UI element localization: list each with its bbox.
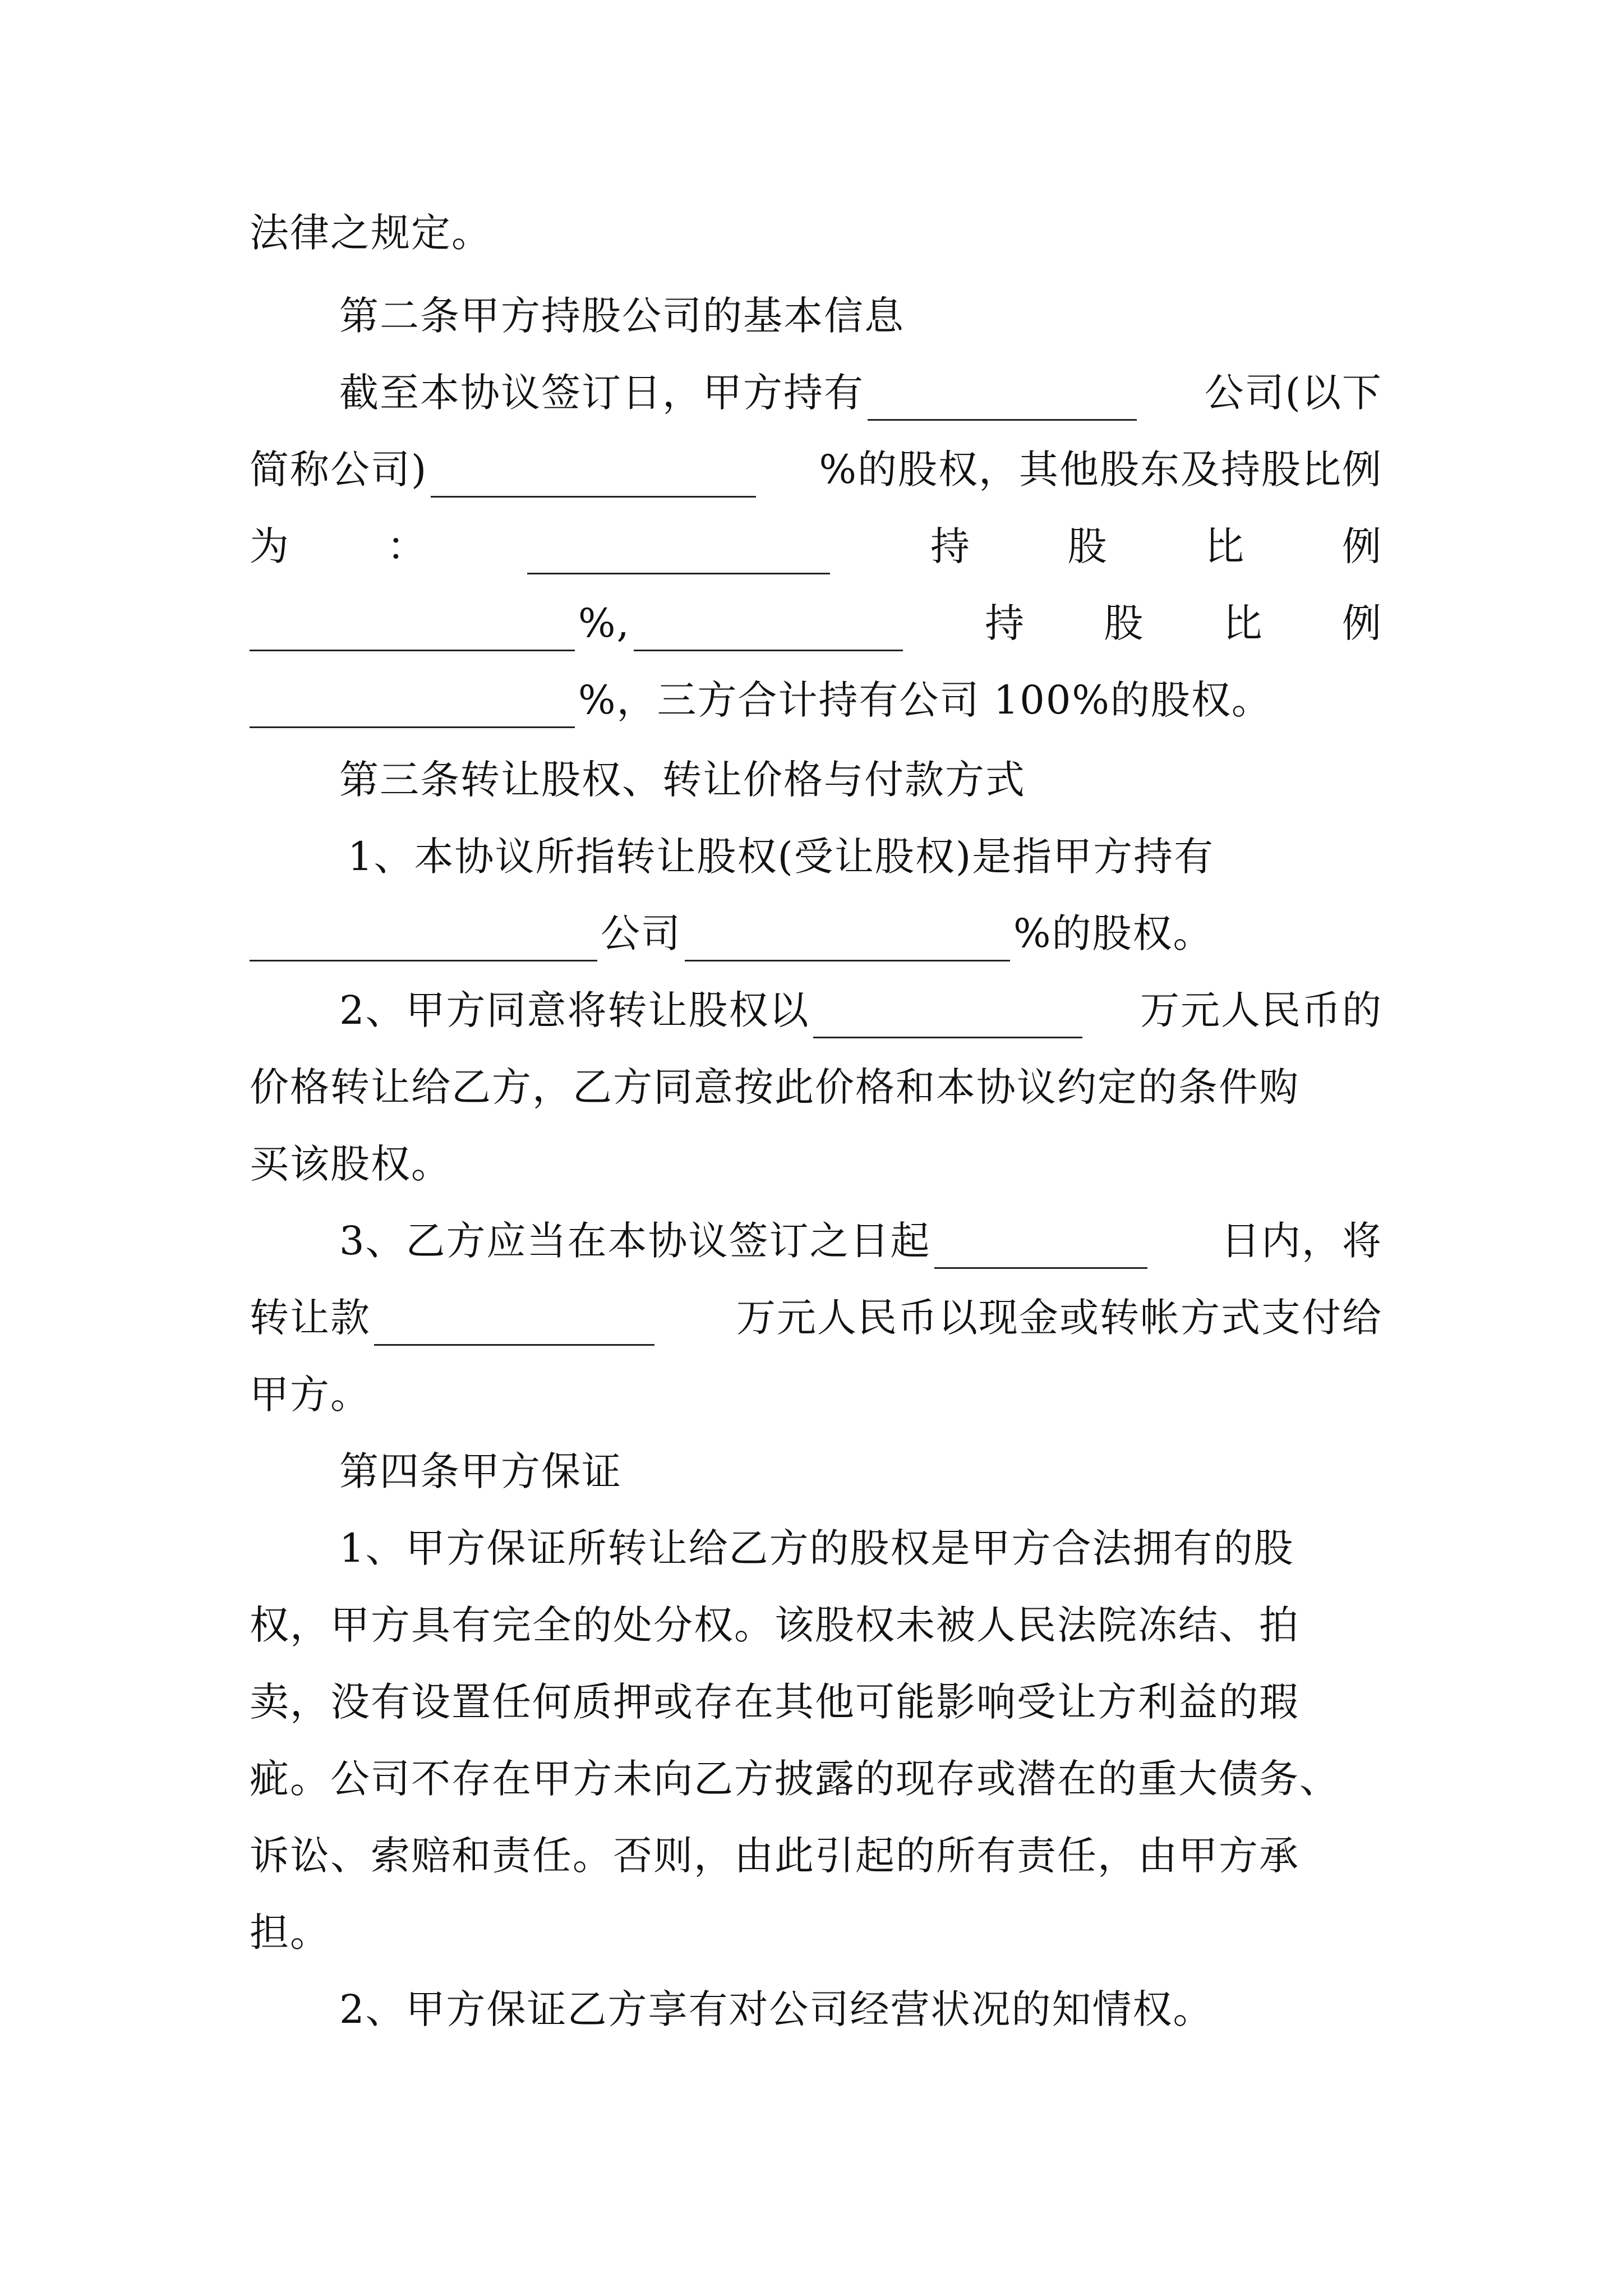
fill-in-blank[interactable] — [374, 1304, 654, 1346]
fill-in-blank[interactable] — [431, 455, 756, 498]
line-text: 1、本协议所指转让股权(受让股权)是指甲方持有 — [348, 834, 1215, 880]
fill-in-blank[interactable] — [634, 609, 903, 651]
line-group — [339, 1213, 1151, 1269]
text-line — [348, 829, 1382, 885]
line-group — [339, 982, 1086, 1038]
line-text: 公司(以下 — [1204, 370, 1382, 416]
line-text: 例 — [1341, 523, 1382, 569]
fill-in-blank[interactable] — [250, 609, 575, 651]
line-group — [250, 905, 1214, 961]
line-text: 万元人民币以现金或转帐方式支付给 — [736, 1295, 1382, 1341]
line-text: 担。 — [250, 1910, 330, 1955]
text-line — [339, 1213, 1382, 1269]
line-text: 3、乙方应当在本协议签订之日起 — [339, 1218, 931, 1264]
line-group — [250, 672, 1272, 728]
line-text: 价格转让给乙方，乙方同意按此价格和本协议约定的条件购 — [250, 1064, 1299, 1110]
line-text: 简称公司) — [250, 447, 428, 493]
section-heading-2 — [339, 288, 1382, 344]
fill-in-blank[interactable] — [250, 919, 597, 961]
line-text: 公司 — [601, 910, 681, 956]
text-line — [250, 595, 1382, 651]
text-line — [250, 1597, 1382, 1653]
text-line — [250, 441, 1382, 498]
fill-in-blank[interactable] — [934, 1227, 1147, 1269]
line-text: 诉讼、索赔和责任。否则，由此引起的所有责任，由甲方承 — [250, 1833, 1299, 1879]
text-line — [250, 1751, 1382, 1807]
line-text: 为 — [250, 523, 290, 569]
line-text: 比 — [1205, 523, 1246, 569]
text-line — [250, 672, 1382, 728]
text-line — [250, 905, 1382, 961]
fill-in-blank[interactable] — [813, 996, 1082, 1038]
text-line — [250, 1366, 1382, 1423]
text-line — [250, 1828, 1382, 1884]
line-text: 持 — [930, 523, 971, 569]
heading-text: 第三条转让股权、转让价格与付款方式 — [339, 757, 1026, 803]
line-text: 疵。公司不存在甲方未向乙方披露的现存或潜在的重大债务、 — [250, 1756, 1340, 1802]
section-heading-4 — [339, 1443, 1382, 1499]
line-text: 持 — [985, 600, 1026, 646]
text-line — [250, 1290, 1382, 1346]
line-text: %，三方合计持有公司 100%的股权。 — [578, 677, 1272, 723]
line-text: 买该股权。 — [250, 1141, 451, 1187]
fill-in-blank[interactable] — [685, 919, 1010, 961]
line-text: 甲方。 — [250, 1372, 371, 1418]
line-text: 股 — [1067, 523, 1108, 569]
text-line — [339, 982, 1382, 1038]
line-group — [250, 1290, 658, 1346]
line-text: 2、甲方同意将转让股权以 — [339, 987, 810, 1033]
line-text: 日内，将 — [1221, 1218, 1382, 1264]
fill-in-blank[interactable] — [250, 686, 575, 728]
text-line — [339, 1981, 1382, 2037]
line-text: 比 — [1223, 600, 1264, 646]
line-text: 2、甲方保证乙方享有对公司经营状况的知情权。 — [339, 1986, 1214, 2032]
line-text: 卖，没有设置任何质押或存在其他可能影响受让方利益的瑕 — [250, 1679, 1299, 1725]
text-line — [250, 1904, 1382, 1961]
line-group — [250, 441, 759, 498]
line-text: 万元人民币的 — [1140, 987, 1382, 1033]
fill-in-blank[interactable] — [868, 379, 1137, 421]
line-text: 权，甲方具有完全的处分权。该股权未被人民法院冻结、拍 — [250, 1602, 1299, 1648]
text-line — [250, 518, 1382, 574]
line-text: %的股权，其他股东及持股比例 — [819, 447, 1382, 493]
text-line — [250, 205, 1382, 261]
line-group — [339, 365, 1140, 421]
line-text: 股 — [1104, 600, 1145, 646]
text-line — [250, 1136, 1382, 1192]
line-text: 转让款 — [250, 1295, 371, 1341]
heading-text: 第四条甲方保证 — [339, 1448, 622, 1494]
section-heading-3 — [339, 752, 1382, 808]
line-text: %, — [578, 600, 630, 646]
heading-text: 第二条甲方持股公司的基本信息 — [339, 293, 905, 339]
text-line — [250, 1059, 1382, 1115]
text-line — [339, 1520, 1382, 1576]
line-text: 1、甲方保证所转让给乙方的股权是甲方合法拥有的股 — [339, 1525, 1294, 1571]
line-text: %的股权。 — [1013, 910, 1214, 956]
text-line — [250, 1674, 1382, 1730]
fill-in-blank[interactable] — [527, 532, 830, 574]
line-text: 截至本协议签订日，甲方持有 — [339, 370, 864, 416]
line-text: 法律之规定。 — [250, 210, 492, 256]
text-line — [339, 365, 1382, 421]
line-text: 例 — [1341, 600, 1382, 646]
line-text: ： — [386, 523, 427, 569]
line-group — [250, 595, 906, 651]
